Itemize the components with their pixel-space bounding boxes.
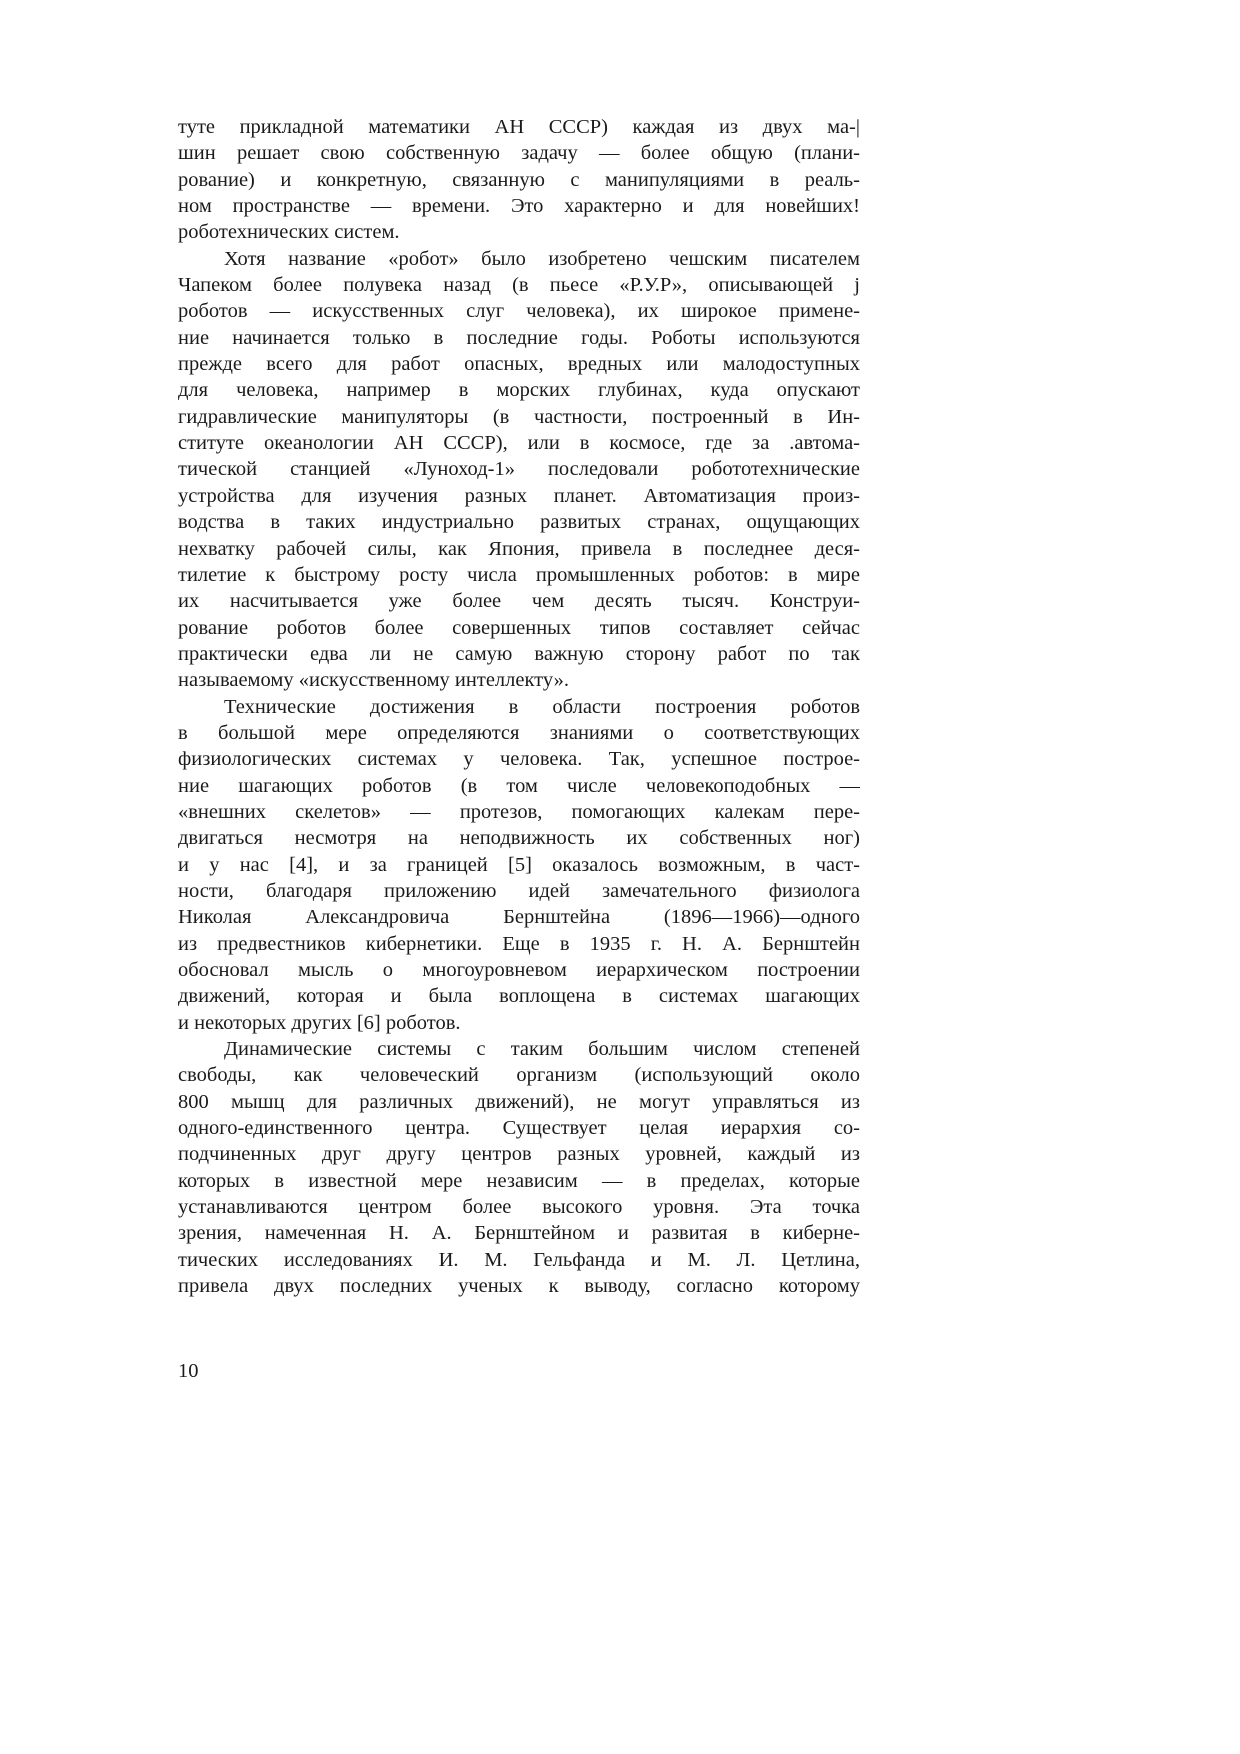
text-line: которых в известной мере независим — в пределах, которые [178,1169,860,1192]
text-line: рование роботов более совершенных типов составляет сейчас [178,616,860,639]
text-line: водства в таких индустриально развитых странах, ощущающих [178,511,860,534]
text-line: туте прикладной математики АН СССР) каждая из двух ма-| [178,116,860,138]
text-line: нехватку рабочей силы, как Япония, привела в последнее деся- [178,537,860,560]
text-line: прежде всего для работ опасных, вредных или малодоступных [178,353,860,376]
text-line: Динамические системы с таким большим числом степеней [224,1038,860,1061]
text-line: одного-единственного центра. Существует целая иерархия со- [178,1117,860,1140]
text-line: Хотя название «робот» было изобретено чешским писателем [224,247,860,270]
text-line: ние шагающих роботов (в том числе человекоподобных — [178,774,860,797]
text-line: 800 мышц для различных движений), не могут управляться из [178,1090,860,1113]
text-line: и некоторых других [6] роботов. [178,1011,461,1034]
text-line: тических исследованиях И. М. Гельфанда и М. Л. Цетлина, [178,1248,860,1271]
text-line: движений, которая и была воплощена в системах шагающих [178,985,860,1008]
paragraph [178,246,860,694]
text-line: Технические достижения в области построения роботов [224,695,860,718]
text-line: физиологических системах у человека. Так, успешное построе- [178,748,860,771]
text-line: рование) и конкретную, связанную с манипуляциями в реаль- [178,168,860,191]
text-line: их насчитывается уже более чем десять тысяч. Конструи- [178,590,860,613]
text-line: называемому «искусственному интеллекту». [178,669,570,692]
text-line: и у нас [4], и за границей [5] оказалось возможным, в част- [178,853,860,876]
text-line: тической станцией «Луноход-1» последовали робототехнические [178,458,860,481]
paragraph [178,694,860,1036]
text-line: Николая Александровича Бернштейна (1896—1966)—одного [178,906,860,929]
text-line: свободы, как человеческий организм (использующий около [178,1064,860,1087]
text-line: Чапеком более полувека назад (в пьесе «Р.У.Р», описывающей j [178,274,860,297]
text-line: шин решает свою собственную задачу — более общую (плани- [178,142,860,165]
text-line: из предвестников кибернетики. Еще в 1935 г. Н. А. Бернштейн [178,932,860,955]
text-line: обосновал мысль о многоуровневом иерархическом построении [178,959,860,981]
body-text [178,114,860,1299]
text-line: роботов — искусственных слуг человека), их широкое примене- [178,300,860,323]
text-line: подчиненных друг другу центров разных уровней, каждый из [178,1143,860,1166]
text-line: устройства для изучения разных планет. Автоматизация произ- [178,484,860,507]
paragraph [178,114,860,246]
text-line: двигаться несмотря на неподвижность их собственных ног) [178,827,860,850]
text-line: привела двух последних ученых к выводу, согласно которому [178,1275,860,1298]
text-line: зрения, намеченная Н. А. Бернштейном и развитая в киберне- [178,1222,860,1245]
text-line: устанавливаются центром более высокого уровня. Эта точка [178,1196,860,1219]
text-line: роботехнических систем. [178,221,400,244]
page-number: 10 [178,1360,199,1382]
text-line: в большой мере определяются знаниями о соответствующих [178,721,860,744]
text-line: тилетие к быстрому росту числа промышленных роботов: в мире [178,563,860,586]
text-line: гидравлические манипуляторы (в частности, построенный в Ин- [178,405,860,428]
text-line: ституте океанологии АН СССР), или в космосе, где за .автома- [178,432,860,455]
text-line: для человека, например в морских глубинах, куда опускают [178,379,860,402]
text-line: практически едва ли не самую важную сторону работ по так [178,642,860,665]
text-line: ности, благодаря приложению идей замечательного физиолога [178,879,860,902]
paragraph [178,1036,860,1299]
text-line: ном пространстве — времени. Это характерно и для новейших! [178,195,860,218]
text-line: ние начинается только в последние годы. Роботы используются [178,326,860,349]
text-line: «внешних скелетов» — протезов, помогающих калекам пере- [178,800,860,823]
